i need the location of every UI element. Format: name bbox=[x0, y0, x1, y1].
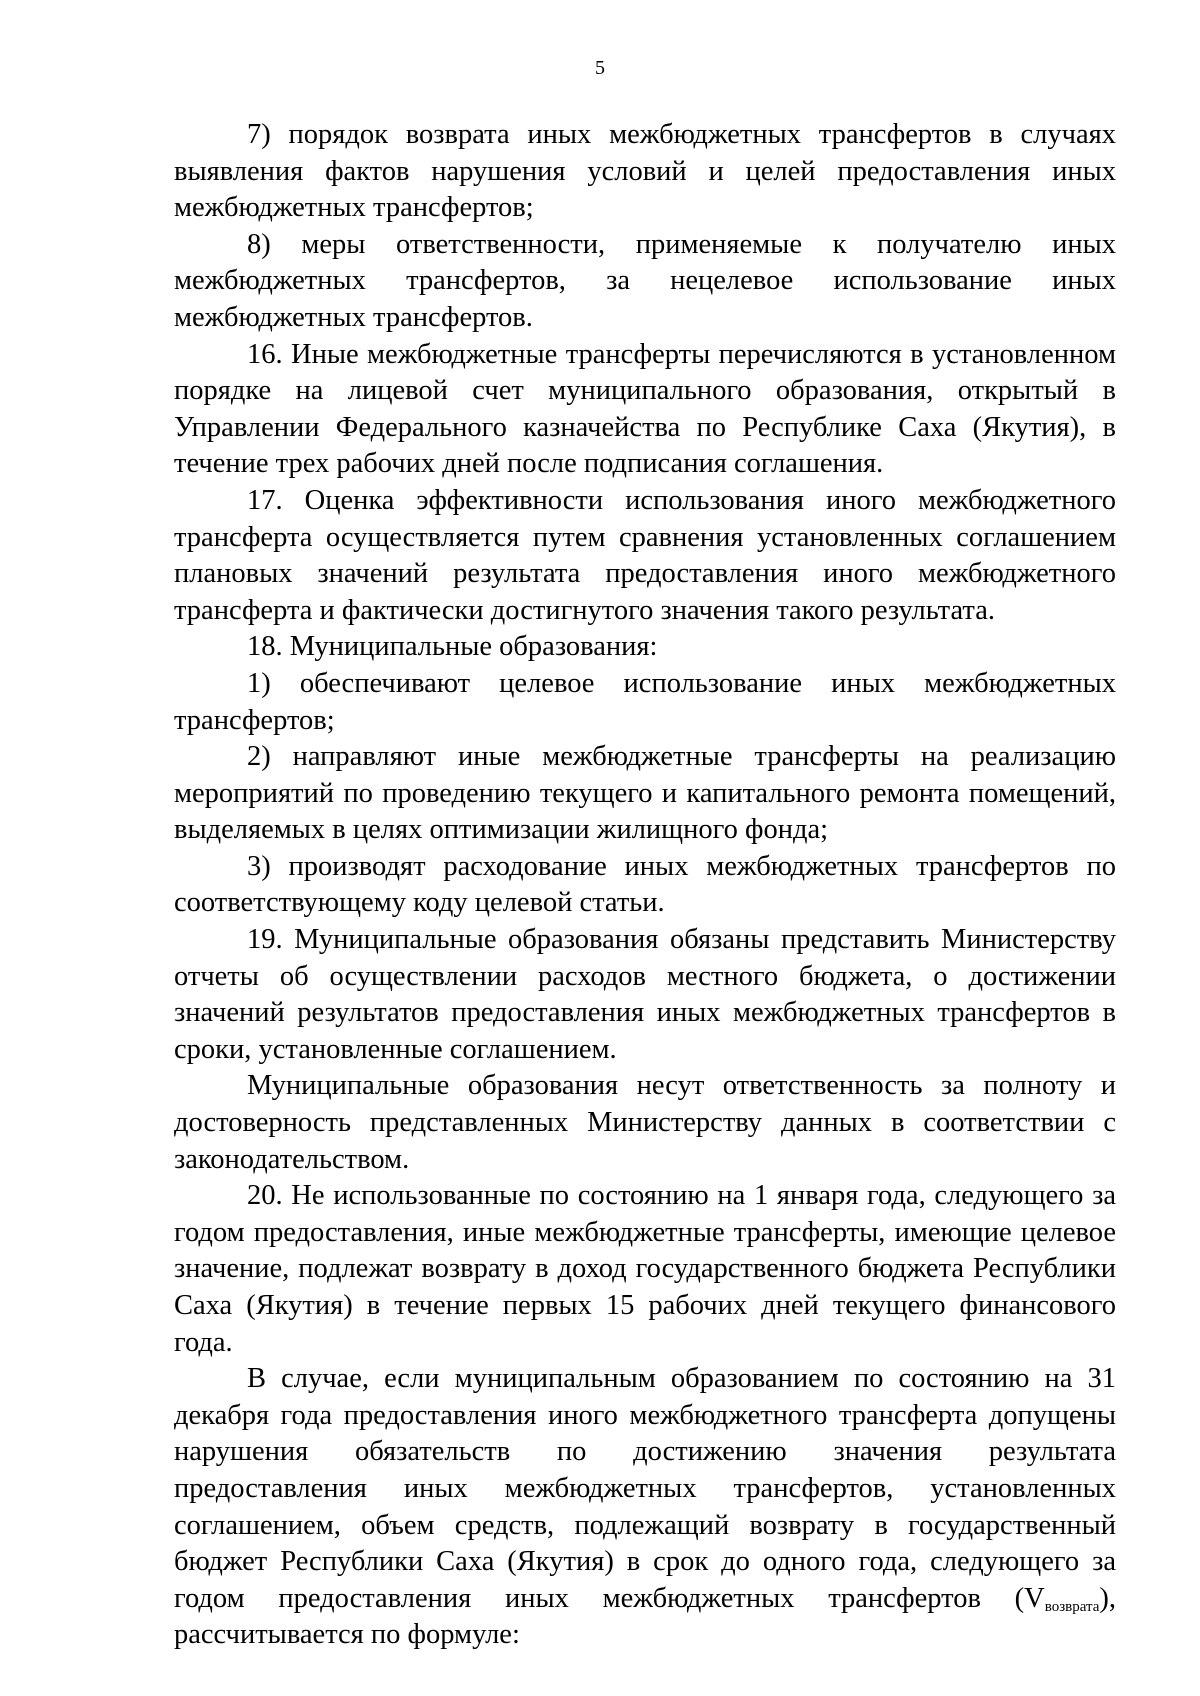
page-number: 5 bbox=[595, 57, 605, 79]
paragraph-18-heading: 18. Муниципальные образования: bbox=[247, 631, 658, 663]
paragraph-19-responsibility: Муниципальные образования несут ответственность за полноту и достоверность представленных Министерству данных в соответствии с законодательством. bbox=[174, 1070, 1116, 1175]
refund-text-after: ), рассчитывается по формуле: bbox=[174, 1582, 1116, 1651]
paragraph-item-7: 7) порядок возврата иных межбюджетных трансфертов в случаях выявления фактов нарушения условий и целей предоставления иных межбюджетных трансфертов; bbox=[174, 119, 1116, 224]
paragraph-18-item-1: 1) обеспечивают целевое использование иных межбюджетных трансфертов; bbox=[174, 667, 1116, 736]
paragraph-16: 16. Иные межбюджетные трансферты перечисляются в установленном порядке на лицевой счет муниципального образования, открытый в Управлении Федерального казначейства по Республике Саха (Якутия), в течение трех рабочих дней после подписания соглашения. bbox=[174, 338, 1116, 480]
paragraph-item-8: 8) меры ответственности, применяемые к получателю иных межбюджетных трансфертов, за нецелевое использование иных межбюджетных трансфертов. bbox=[174, 228, 1116, 333]
paragraph-20-refund-case bbox=[174, 1361, 1116, 1654]
paragraph-18-item-2: 2) направляют иные межбюджетные трансферты на реализацию мероприятий по проведению текущего и капитального ремонта помещений, выделяемых в целях оптимизации жилищного фонда; bbox=[174, 741, 1116, 846]
refund-text-before: В случае, если муниципальным образованием по состоянию на 31 декабря года предоставления иного межбюджетного трансферта допущены нарушения обязательств по достижению значения результата предоставления иных межбюджетных трансфертов, установленных соглашением, объем средств, подлежащий возврату в государственный бюджет Республики Саха (Якутия) в срок до одного года, следующего за годом предоставления иных межбюджетных трансфертов ( bbox=[174, 1363, 1116, 1614]
paragraph-20: 20. Не использованные по состоянию на 1 января года, следующего за годом предоставления, иные межбюджетные трансферты, имеющие целевое значение, подлежат возврату в доход государственного бюджета Республики Саха (Якутия) в течение первых 15 рабочих дней текущего финансового года. bbox=[174, 1180, 1116, 1358]
refund-volume-subscript: возврата bbox=[1044, 1598, 1100, 1615]
paragraph-19: 19. Муниципальные образования обязаны представить Министерству отчеты об осуществлении расходов местного бюджета, о достижении значений результатов предоставления иных межбюджетных трансфертов в сроки, установленные соглашением. bbox=[174, 924, 1116, 1065]
paragraph-18-item-3: 3) производят расходование иных межбюджетных трансфертов по соответствующему коду целевой статьи. bbox=[174, 850, 1116, 919]
paragraph-17: 17. Оценка эффективности использования иного межбюджетного трансферта осуществляется путем сравнения установленных соглашением плановых значений результата предоставления иного межбюджетного трансферта и фактически достигнутого значения такого результата. bbox=[174, 484, 1116, 626]
refund-volume-symbol: V bbox=[1024, 1582, 1045, 1614]
document-body bbox=[174, 117, 1116, 1654]
